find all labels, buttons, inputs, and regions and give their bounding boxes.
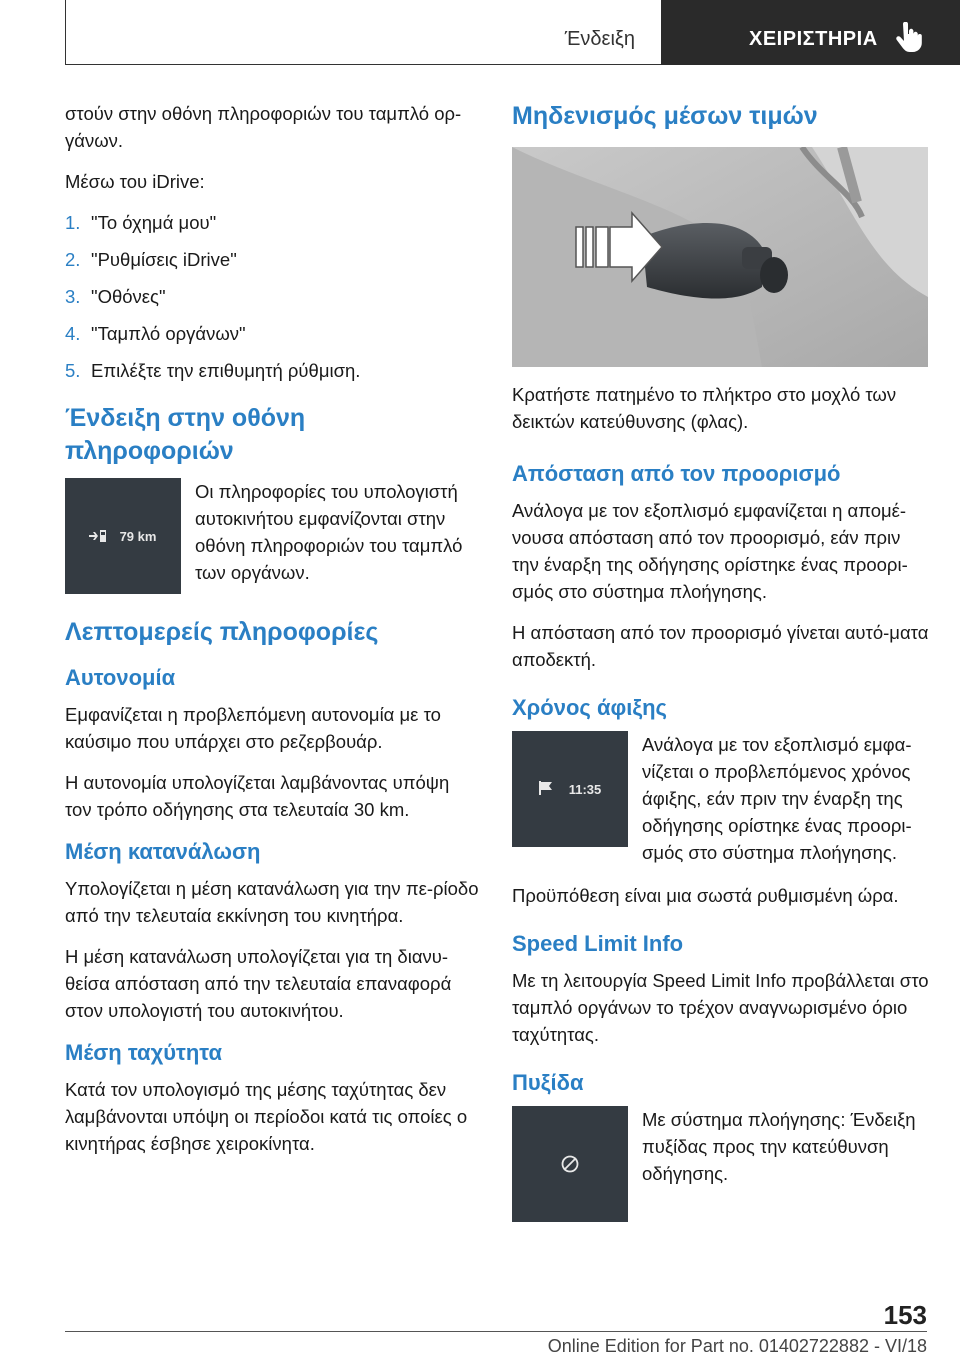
arrival-text: Ανάλογα με τον εξοπλισμό εμφα-νίζεται ο προβλεπόμενος χρόνος άφιξης, εάν πριν την έναρξη της οδήγησης ορίστηκε ένας προορι-σμός στο σύστημα πλοήγησης. bbox=[642, 734, 912, 863]
header-chapter-tab bbox=[661, 0, 960, 65]
arrival-display-image bbox=[512, 731, 628, 847]
list-item bbox=[65, 209, 480, 236]
reset-text: Κρατήστε πατημένο το πλήκτρο στο μοχλό των δεικτών κατεύθυνσης (φλας). bbox=[512, 384, 897, 432]
arrival-heading: Χρόνος άφιξης bbox=[512, 695, 667, 720]
step-text: "Το όχημά μου" bbox=[91, 212, 217, 233]
step-number: 3. bbox=[65, 286, 81, 307]
compass-text-block bbox=[642, 1106, 932, 1187]
display-text: Οι πληροφορίες του υπολογιστή αυτοκινήτου εμφανίζονται στην οθόνη πληροφοριών του ταμπλό των οργάνων. bbox=[195, 481, 463, 583]
compass-heading: Πυξίδα bbox=[512, 1070, 584, 1095]
range-heading: Αυτονομία bbox=[65, 665, 176, 690]
arrival-prerequisite: Προϋπόθεση είναι μια σωστά ρυθμισμένη ώρα. bbox=[512, 885, 899, 906]
details-heading: Λεπτομερείς πληροφορίες bbox=[65, 618, 379, 646]
step-number: 2. bbox=[65, 249, 81, 270]
range-text-2: Η αυτονομία υπολογίζεται λαμβάνοντας υπόψη τον τρόπο οδήγησης στα τελευταία 30 km. bbox=[65, 772, 450, 820]
consumption-text-2: Η μέση κατανάλωση υπολογίζεται για τη διανυ-θείσα απόσταση από την τελευταία επαναφορά στον υπολογιστή του αυτοκινήτου. bbox=[65, 946, 452, 1021]
step-text: Επιλέξτε την επιθυμητή ρύθμιση. bbox=[91, 360, 361, 381]
compass-block bbox=[512, 1106, 932, 1222]
distance-heading: Απόσταση από τον προορισμό bbox=[512, 461, 841, 486]
hand-pointer-icon bbox=[894, 22, 922, 52]
sli-heading: Speed Limit Info bbox=[512, 931, 684, 956]
arrival-block bbox=[512, 731, 932, 866]
consumption-heading: Μέση κατανάλωση bbox=[65, 839, 261, 864]
step-number: 1. bbox=[65, 212, 81, 233]
consumption-text-1: Υπολογίζεται η μέση κατανάλωση για την πε-ρίοδο από την τελευταία εκκίνηση του κινητήρα. bbox=[65, 878, 479, 926]
step-number: 5. bbox=[65, 360, 81, 381]
intro-text: στούν στην οθόνη πληροφοριών του ταμπλό ορ-γάνων. bbox=[65, 103, 462, 151]
reset-heading: Μηδενισμός μέσων τιμών bbox=[512, 102, 818, 130]
header-rule-left bbox=[65, 0, 66, 65]
display-heading: Ένδειξη στην οθόνη πληροφοριών bbox=[65, 404, 306, 465]
compass-display-image bbox=[512, 1106, 628, 1222]
step-text: "Ταμπλό οργάνων" bbox=[91, 323, 246, 344]
page-header bbox=[0, 0, 960, 66]
list-item bbox=[65, 320, 480, 347]
footer-edition: Online Edition for Part no. 01402722882 - VI/18 bbox=[547, 1336, 927, 1356]
distance-text-1: Ανάλογα με τον εξοπλισμό εμφανίζεται η απομέ-νουσα απόσταση από τον προορισμό, εάν πριν την έναρξη της οδήγησης ορίστηκε ένας προορι-σμός στο σύστημα πλοήγησης. bbox=[512, 500, 908, 602]
speed-text: Κατά τον υπολογισμό της μέσης ταχύτητας δεν λαμβάνονται υπόψη οι περίοδοι κατά τις οποίες ο κινητήρας έσβησε χειροκίνητα. bbox=[65, 1079, 468, 1154]
arrival-display-value: 11:35 bbox=[568, 782, 602, 797]
list-item bbox=[65, 246, 480, 273]
header-rule-bottom bbox=[65, 64, 661, 65]
idrive-steps bbox=[65, 209, 480, 384]
step-number: 4. bbox=[65, 323, 81, 344]
compass-icon bbox=[560, 1154, 580, 1174]
list-item bbox=[65, 357, 480, 384]
footer-rule bbox=[65, 1331, 927, 1332]
step-text: "Ρυθμίσεις iDrive" bbox=[91, 249, 237, 270]
header-chapter-label: ΧΕΙΡΙΣΤΗΡΙΑ bbox=[749, 28, 878, 50]
range-display-value: 79 km bbox=[119, 529, 157, 544]
right-column bbox=[512, 100, 932, 1244]
sli-text: Με τη λειτουργία Speed Limit Info προβάλλεται στο ταμπλό οργάνων το τρέχον αναγνωρισμένο όριο ταχύτητας. bbox=[512, 970, 929, 1045]
range-text-1: Εμφανίζεται η προβλεπόμενη αυτονομία με το καύσιμο που υπάρχει στο ρεζερβουάρ. bbox=[65, 704, 441, 752]
header-section-title: Ένδειξη bbox=[564, 28, 635, 50]
arrival-text-block bbox=[642, 731, 932, 866]
turn-signal-lever-photo bbox=[512, 147, 928, 367]
display-text-block bbox=[195, 478, 480, 586]
page-number: 153 bbox=[883, 1300, 927, 1330]
idrive-intro: Μέσω του iDrive: bbox=[65, 171, 205, 192]
distance-text-2: Η απόσταση από τον προορισμό γίνεται αυτό-ματα αποδεκτή. bbox=[512, 622, 929, 670]
left-column bbox=[65, 100, 480, 1171]
speed-heading: Μέση ταχύτητα bbox=[65, 1040, 223, 1065]
range-display-image bbox=[65, 478, 181, 594]
list-item bbox=[65, 283, 480, 310]
compass-text: Με σύστημα πλοήγησης: Ένδειξη πυξίδας προς την κατεύθυνση οδήγησης. bbox=[642, 1109, 916, 1184]
step-text: "Οθόνες" bbox=[91, 286, 166, 307]
display-block bbox=[65, 478, 480, 594]
